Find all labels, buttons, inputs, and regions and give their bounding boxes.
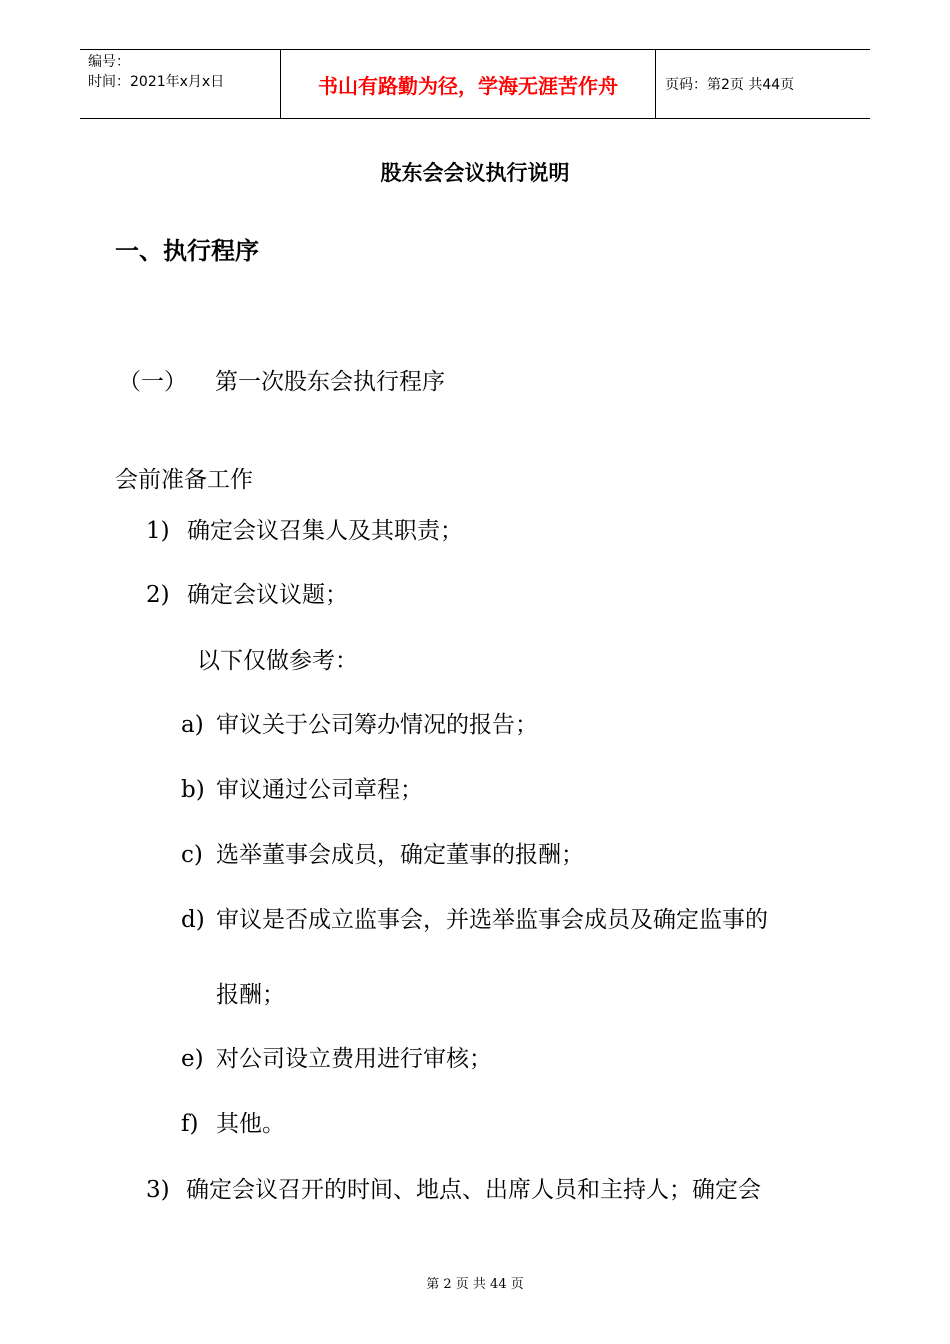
sub-list-letter: d) <box>181 907 205 933</box>
list-item <box>146 576 348 609</box>
list-item <box>146 1171 761 1204</box>
sub-list-text: 审议关于公司筹办情况的报告； <box>216 712 538 738</box>
header-page-info: 页码：第2页 共44页 <box>665 77 795 93</box>
sub-list-text: 选举董事会成员，确定董事的报酬； <box>216 842 584 868</box>
sub-list-text: 对公司设立费用进行审核； <box>216 1046 492 1072</box>
list-item <box>146 512 463 545</box>
list-item-number: 1) <box>146 518 170 544</box>
list-item-number: 2) <box>146 582 170 608</box>
sub-list-letter: b) <box>181 777 205 803</box>
header-number-label: 编号： <box>88 54 130 70</box>
sub-list-text: 其他。 <box>216 1111 285 1137</box>
sub-list-item <box>181 1040 492 1073</box>
sub-list-text: 审议是否成立监事会，并选举监事会成员及确定监事的 <box>216 907 768 933</box>
section-heading: 一、执行程序 <box>115 237 259 265</box>
page-footer: 第 2 页 共 44 页 <box>426 1277 524 1292</box>
sub-list-item <box>181 1105 285 1138</box>
sub-list-letter: c) <box>181 842 203 868</box>
header-motto: 书山有路勤为径，学海无涯苦作舟 <box>318 73 618 98</box>
sub-list-text: 审议通过公司章程； <box>216 777 423 803</box>
sub-list-letter: e) <box>181 1046 204 1072</box>
prep-heading: 会前准备工作 <box>115 467 253 493</box>
sub-list-item <box>181 901 768 934</box>
header-divider <box>655 50 656 118</box>
header-time-label: 时间：2021年x月x日 <box>88 74 225 90</box>
sub-list-continuation: 报酬； <box>216 982 285 1008</box>
sub-list-letter: f) <box>181 1111 199 1137</box>
subsection-marker: （一） <box>118 369 187 395</box>
header-meta <box>88 52 224 92</box>
sub-list-letter: a) <box>181 712 204 738</box>
reference-note: 以下仅做参考： <box>197 648 358 674</box>
list-item-text: 确定会议召开的时间、地点、出席人员和主持人；确定会 <box>186 1177 761 1203</box>
subsection-title: 第一次股东会执行程序 <box>215 369 445 395</box>
page-header <box>80 49 870 119</box>
document-title: 股东会会议执行说明 <box>380 161 570 185</box>
list-item-text: 确定会议召集人及其职责； <box>187 518 463 544</box>
sub-list-item <box>181 706 538 739</box>
list-item-text: 确定会议议题； <box>187 582 348 608</box>
sub-list-item <box>181 836 584 869</box>
list-item-number: 3) <box>146 1177 170 1203</box>
sub-list-item <box>181 771 423 804</box>
